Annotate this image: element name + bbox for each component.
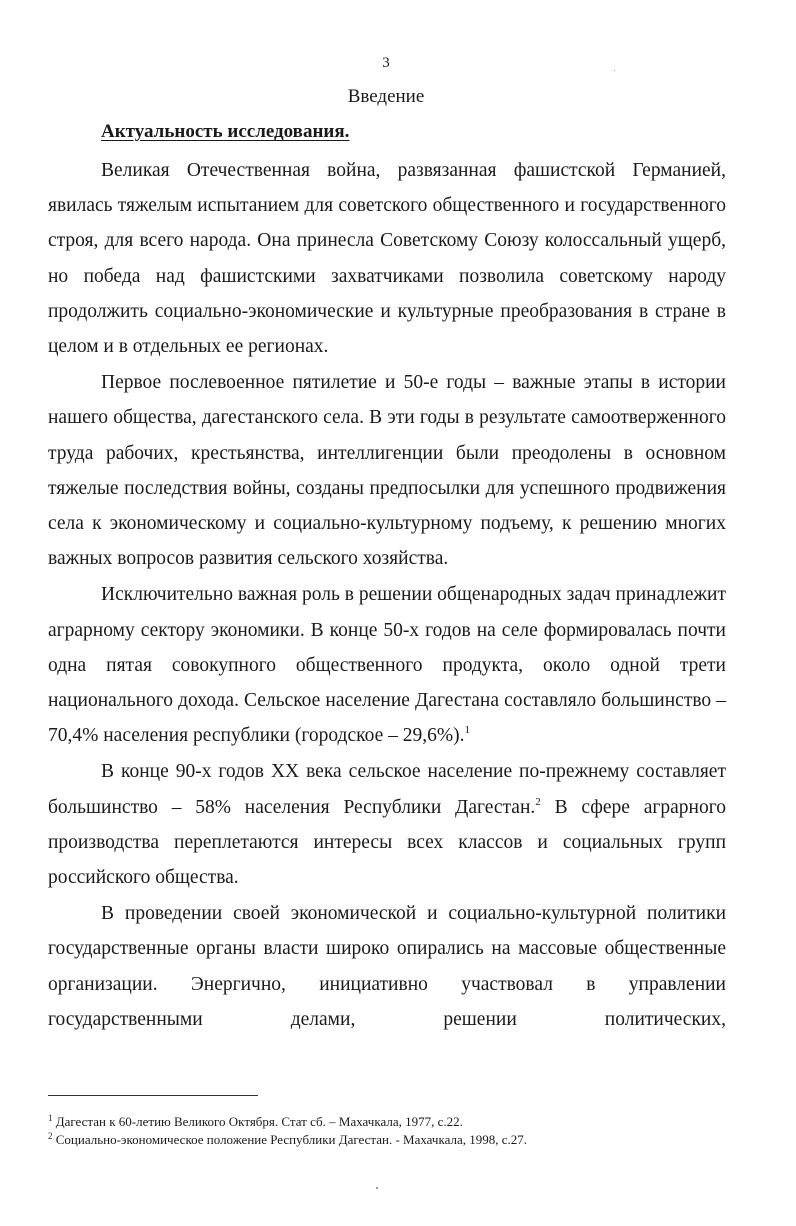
scan-speck [376, 1187, 378, 1189]
footnote-1 [48, 1113, 748, 1131]
paragraph-3 [48, 577, 726, 753]
paragraph-text: В конце 90-х годов XX века сельское население по-прежнему составляет большинство – 58% населения Республики Дагестан. [48, 761, 726, 818]
paragraph-text: В проведении своей экономической и социально-культурной политики государственные органы власти широко опирались на массовые общественные организации. Энергично, инициативно участвовал в управлении государственными делами, решении политических, [48, 903, 726, 1030]
footnote-marker: 2 [48, 1131, 53, 1141]
footnote-ref-1: 1 [464, 724, 470, 737]
paragraph-text: Исключительно важная роль в решении общенародных задач принадлежит аграрному сектору экономики. В конце 50-х годов на селе формировалась почти одна пятая совокупного общественного продукта, около одной трети национального дохода. Сельское население Дагестана составляло большинство – 70,4% населения республики (городское – 29,6%). [48, 584, 726, 747]
paragraph-text: Первое послевоенное пятилетие и 50-е годы – важные этапы в истории нашего общества, дагестанского села. В эти годы в результате самоотверженного труда рабочих, крестьянства, интеллигенции были преодолены в основном тяжелые последствия войны, созданы предпосылки для успешного продвижения села к экономическому и социально-культурному подъему, к решению многих важных вопросов развития сельского хозяйства. [48, 372, 726, 570]
footnote-text: Социально-экономическое положение Республики Дагестан. - Махачкала, 1998, с.27. [55, 1132, 527, 1147]
page-title: Введение [347, 86, 425, 107]
scan-speck [614, 70, 615, 71]
footnote-ref-2: 2 [535, 795, 541, 808]
footnote-divider [48, 1095, 258, 1096]
footnote-2 [48, 1131, 748, 1149]
footnote-marker: 1 [48, 1113, 53, 1123]
paragraph-4 [48, 754, 726, 895]
paragraph-5 [48, 896, 726, 1037]
page-number: 3 [382, 55, 390, 71]
paragraph-text: Великая Отечественная война, развязанная фашистской Германией, явилась тяжелым испытанием для советского общественного и государственного строя, для всего народа. Она принесла Советскому Союзу колоссальный ущерб, но победа над фашистскими захватчиками позволила советскому народу продолжить социально-экономические и культурные преобразования в стране в целом и в отдельных ее регионах. [48, 160, 726, 358]
section-heading: Актуальность исследования. [101, 121, 350, 142]
paragraph-1 [48, 153, 726, 364]
paragraph-text: В сфере аграрного производства переплетаются интересы всех классов и социальных групп российского общества. [48, 796, 726, 889]
footnote-text: Дагестан к 60-летию Великого Октября. Стат сб. – Махачкала, 1977, с.22. [55, 1114, 463, 1129]
footnotes [48, 1113, 748, 1149]
body-text [48, 153, 726, 1037]
paragraph-2 [48, 365, 726, 576]
